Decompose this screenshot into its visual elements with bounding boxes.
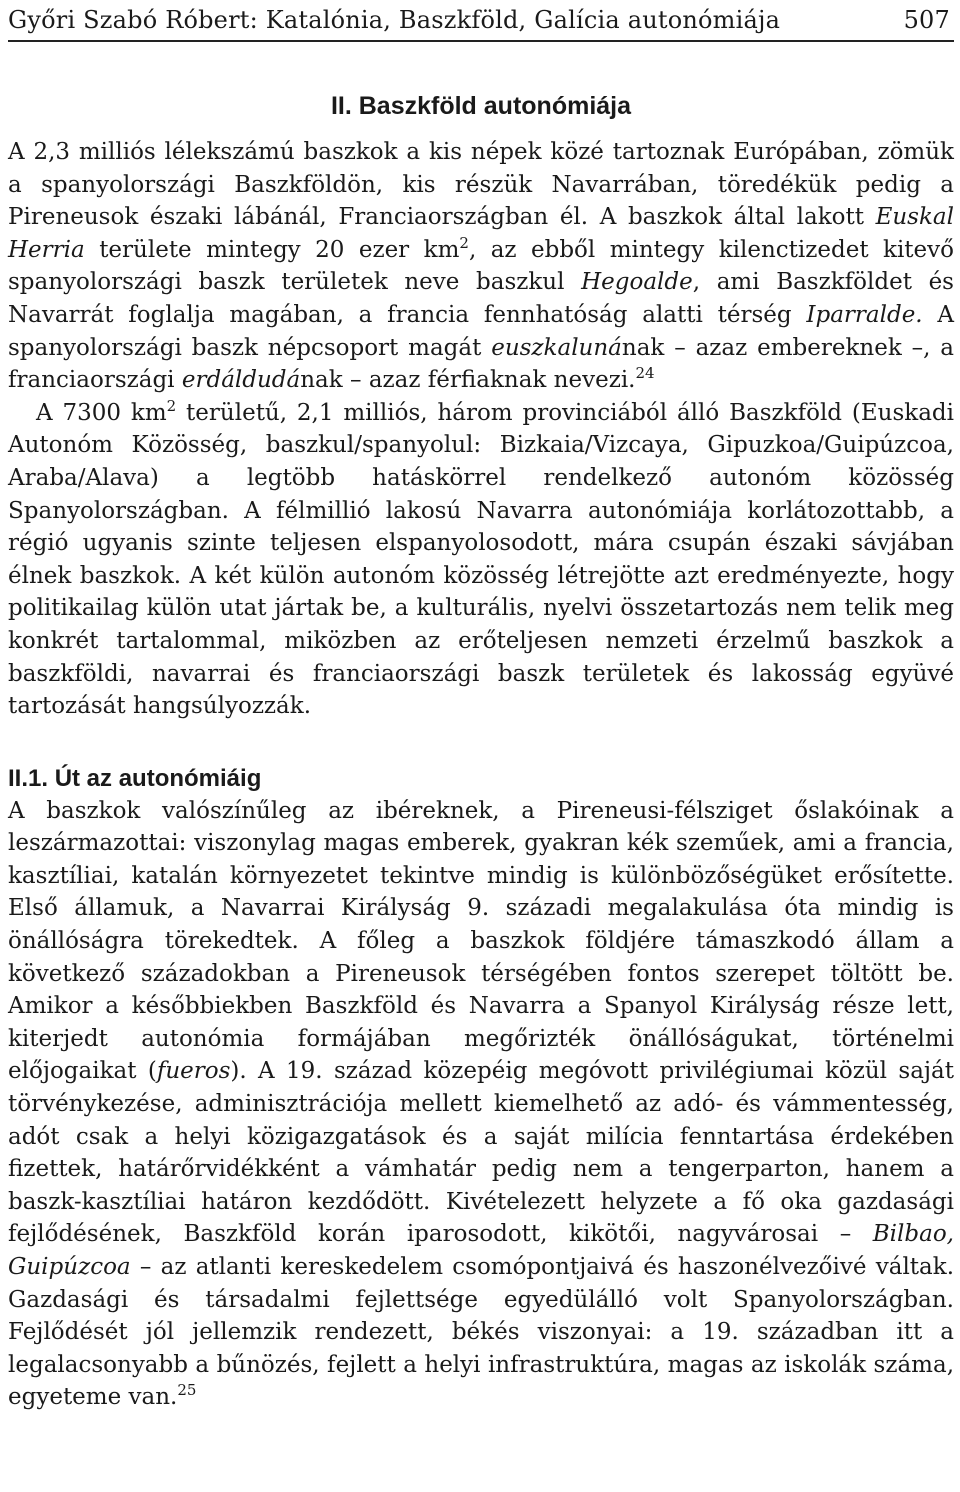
italic-term: erdáldudá [181,367,301,394]
body-text [8,136,954,1414]
section-heading: II. Baszkföld autonómiája [330,92,632,120]
text-run: , ami Baszkföldet és Navarrát foglalja magában, a francia fennhatóság alatti térség [8,269,954,328]
subsection-heading: II.1. Út az autonómiáig [8,764,262,792]
book-page [8,0,954,1414]
superscript: 2 [166,396,177,415]
footnote-ref[interactable]: 25 [177,1381,197,1400]
superscript: 2 [459,233,469,252]
italic-term: Bilbao, Guipúzcoa [8,1221,954,1280]
text-run: területű, 2,1 milliós, három provinciából álló Baszkföld (Euskadi Autonóm Közösség, baszkul/spanyolul: Bizkaia/Vizcaya, Gipuzkoa/Guipúzcoa, Araba/Alava) a legtöbb hatáskörrel rendelkező autonóm közösség Spanyolországban. A félmillió lakosú Navarra autonómiája korlátozottabb, a régió ugyanis szinte teljesen elspanyolosodott, mára csupán északi sávjában élnek baszkok. A két külön autonóm közösség létrejötte azt eredményezte, hogy politikailag külön utat jártak be, a kulturális, nyelvi összetartozás nem telik meg konkrét tartalommal, miközben az erőteljesen nemzeti érzelmű baszkok a baszkföldi, navarrai és franciaországi baszk területek és lakosság együvé tartozását hangsúlyozzák. [8,399,955,720]
footnote-ref[interactable]: 24 [635,364,655,383]
text-run: – az atlanti kereskedelem csomópontjaivá és haszonélvezőivé váltak. Gazdasági és társadalmi fejlettsége egyedülálló volt Spanyolországban. Fejlődését jól jellemzik rendezett, békés viszonyai: a 19. században itt a legalacsonyabb a bűnözés, fejlett a helyi infrastruktúra, magas az iskolák száma, egyeteme van. [8,1254,954,1411]
paragraph [8,397,954,723]
italic-term: Iparralde. [806,301,923,328]
text-run: , az ebből mintegy kilenctizedet kitevő spanyolországi baszk területek neve baszkul [8,236,955,296]
text-run: nak – azaz férfiaknak nevezi. [300,367,636,394]
text-run: A spanyolországi baszk népcsoport magát [8,301,954,361]
text-run: területe mintegy 20 ezer km [84,236,460,263]
page-number: 507 [903,6,950,34]
running-header [8,0,954,42]
text-run: ). A 19. század közepéig megóvott privilégiumai közül saját törvénykezése, adminisztrációja mellett kiemelhető az adó- és vámmentesség, adót csak a helyi közigazgatások és a saját milícia fenntartása érdekében fizettek, határőrvidékként a vámhatár pedig nem a tengerparton, hanem a baszk-kasztíliai határon kezdődött. Kivételezett helyzete a fő oka gazdasági fejlődésének, Baszkföld korán iparosodott, kikötői, nagyvárosai – [8,1058,954,1248]
text-run: A baszkok valószínűleg az ibéreknek, a Pireneusi-félsziget őslakóinak a leszármazottai: viszonylag magas emberek, gyakran kék szeműek, ami a francia, kasztíliai, katalán környezetet tekintve mindig is különbözőségüket erősítette. Első államuk, a Navarrai Királyság 9. századi megalakulása óta mindig is önállóságra törekedtek. A főleg a baszkok földjére támaszkodó állam a következő századokban a Pireneusok térségében fontos szerepet töltött be. Amikor a későbbiekben Baszkföld és Navarra a Spanyol Királyság része lett, kiterjedt autonómia formájában megőrizték önállóságukat, történelmi előjogaikat ( [8,797,954,1085]
text-run: A 2,3 milliós lélekszámú baszkok a kis népek közé tartoznak Európában, zömük a spanyolországi Baszkföldön, kis részük Navarrában, töredékük pedig a Pireneusok északi lábánál, Franciaországban él. A baszkok által lakott [8,139,954,231]
italic-term: euszkaluná [491,334,622,361]
italic-term: Hegoalde [581,269,693,296]
text-run: nak – azaz embereknek –, a franciaországi [8,334,954,394]
running-title: Győri Szabó Róbert: Katalónia, Baszkföld, Galícia autonómiája [8,6,781,34]
italic-term: fueros [156,1058,231,1085]
paragraph [8,136,954,397]
italic-term: Euskal Herria [8,204,954,263]
paragraph [8,795,954,1414]
text-run: A 7300 km [36,399,167,426]
